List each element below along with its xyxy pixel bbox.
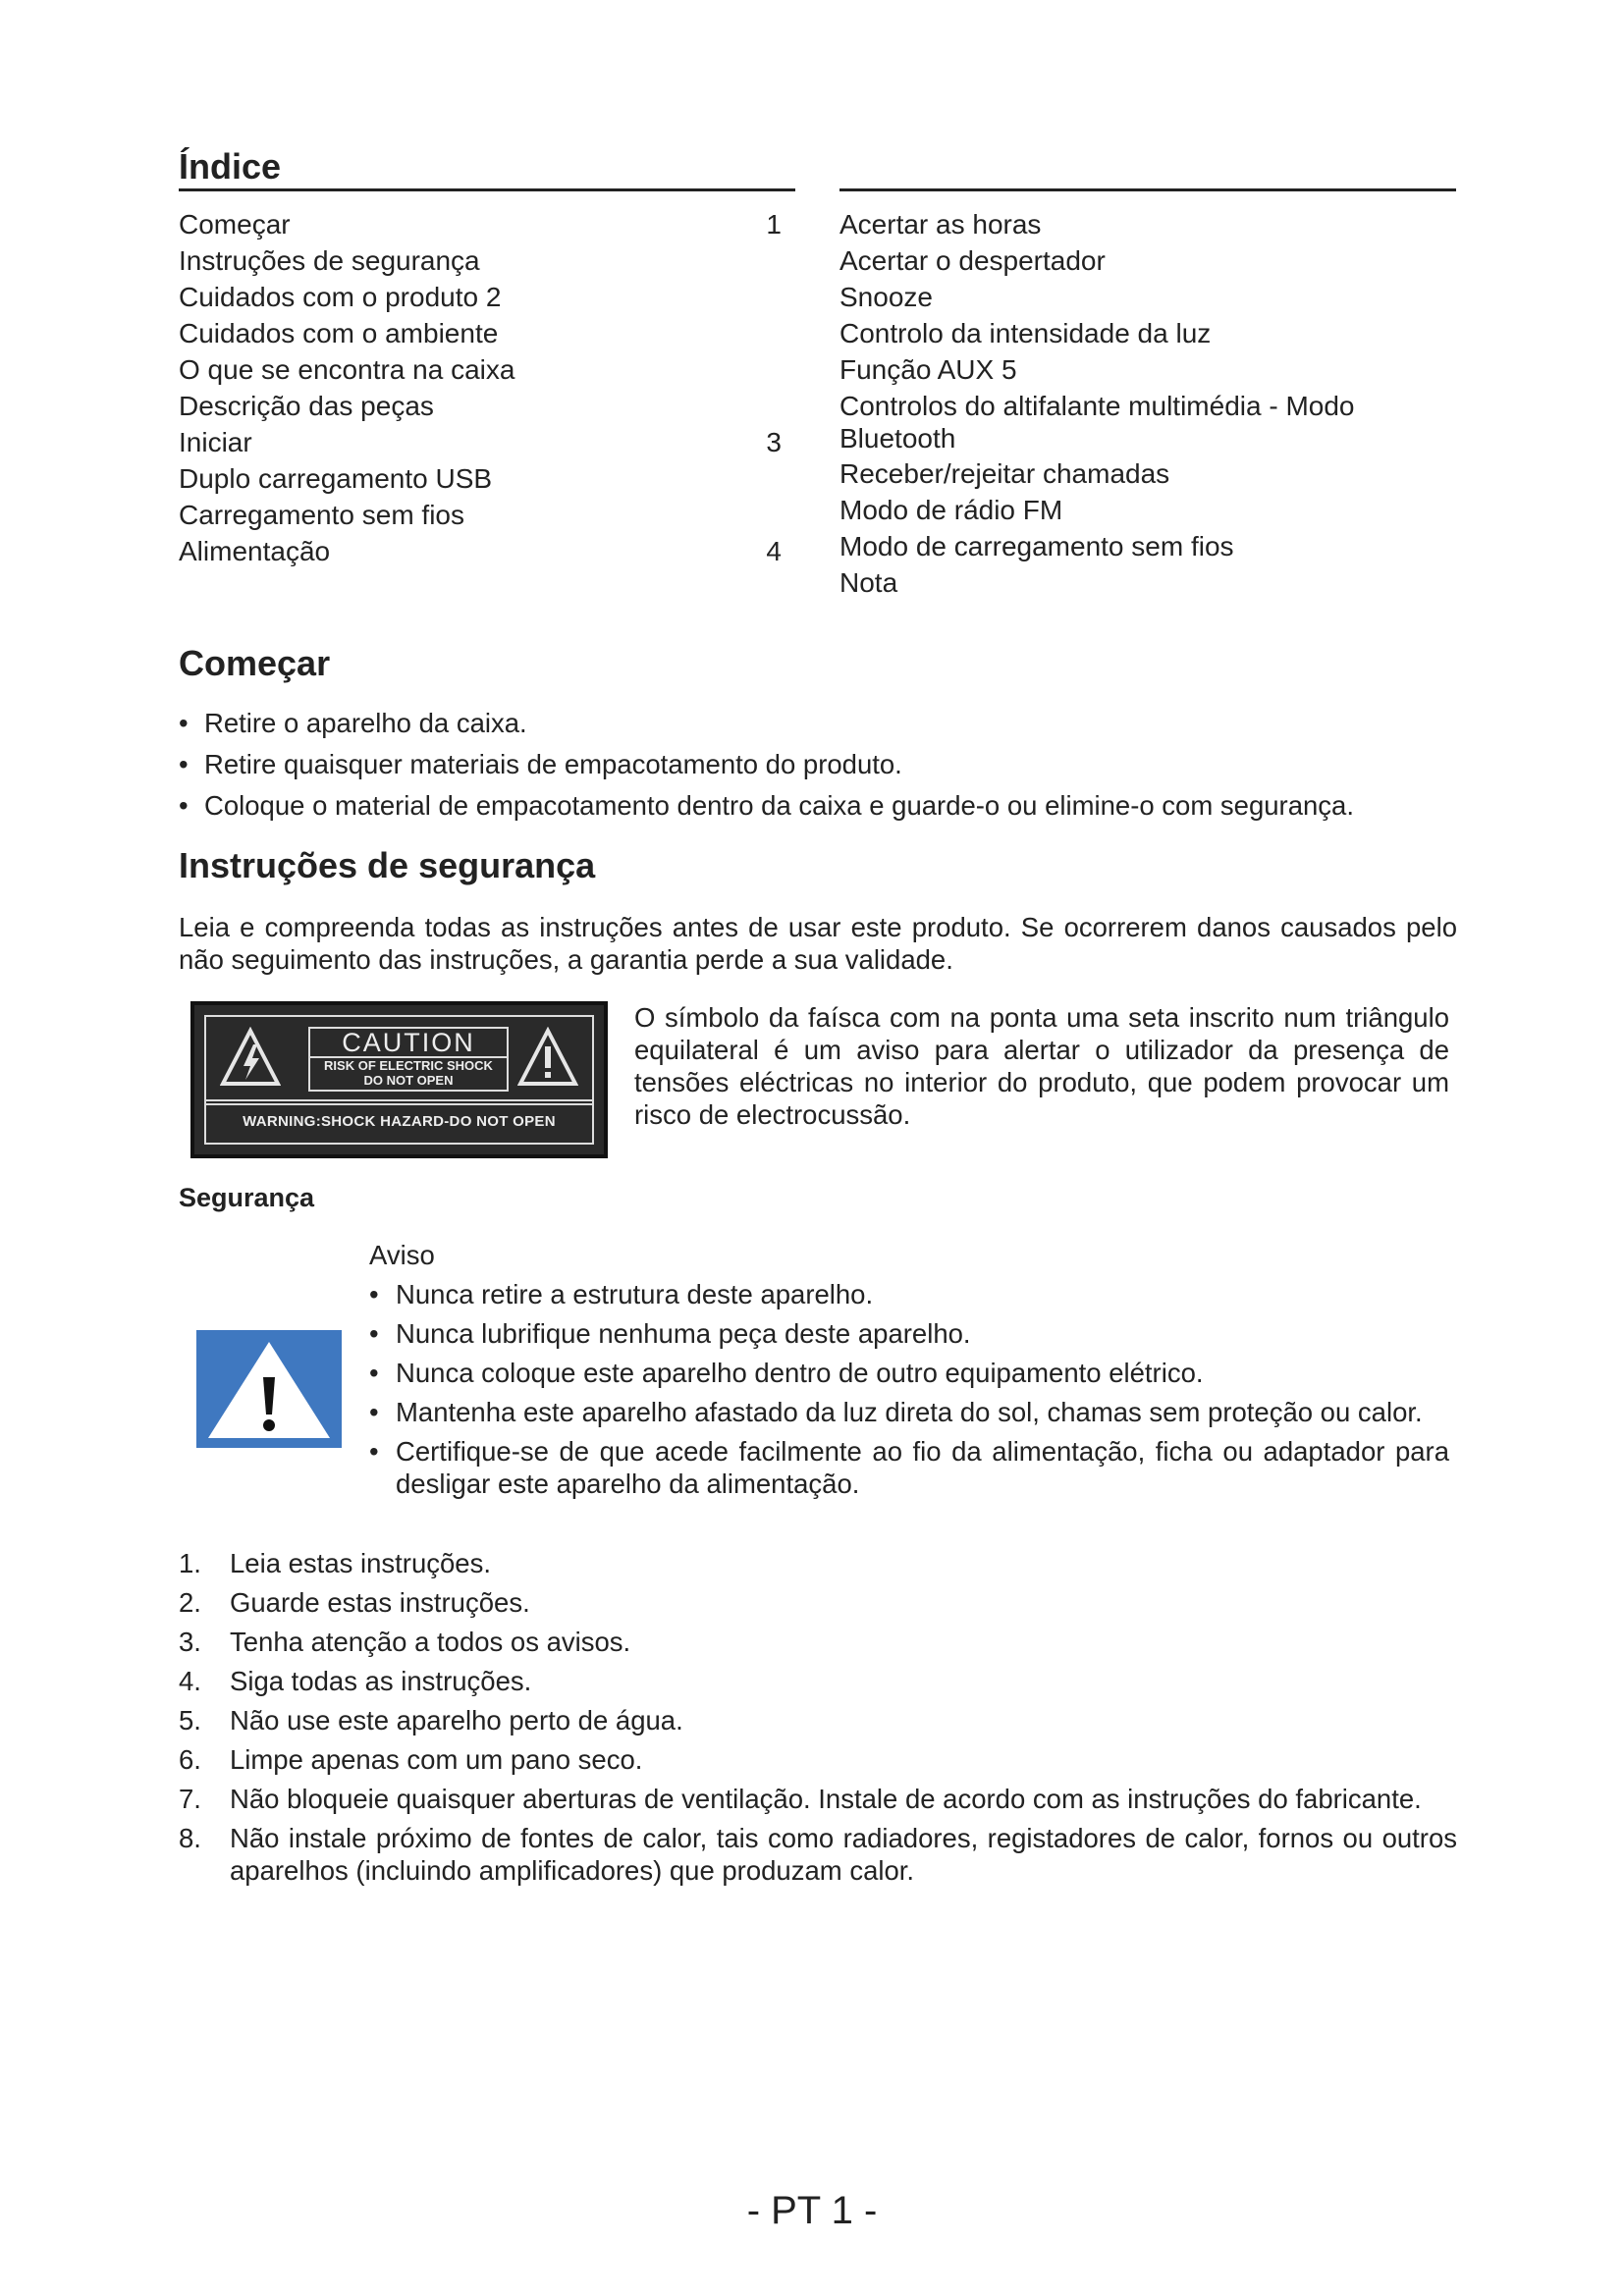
index-entry: Função AUX 5 [839, 354, 1017, 385]
caution-do-not-open-text: DO NOT OPEN [363, 1073, 454, 1088]
safety-heading: Instruções de segurança [179, 845, 596, 885]
list-item: 4. Siga todas as instruções. [179, 1666, 532, 1696]
caution-word: CAUTION [310, 1029, 507, 1058]
warning-list [369, 1278, 1449, 1507]
index-entry: Cuidados com o ambiente [179, 318, 499, 348]
index-entry: Controlos do altifalante multimédia - Modo Bluetooth [839, 391, 1355, 454]
caution-risk-text: RISK OF ELECTRIC SHOCK [324, 1058, 493, 1073]
list-item: • Nunca retire a estrutura deste aparelho. [369, 1278, 1449, 1310]
safety-subheading: Segurança [179, 1183, 315, 1212]
list-item: 7. Não bloqueie quaisquer aberturas de ventilação. Instale de acordo com as instruções do fabricante. [179, 1784, 1422, 1814]
list-item: 3. Tenha atenção a todos os avisos. [179, 1627, 631, 1657]
lightning-triangle-icon [220, 1027, 281, 1088]
index-header [179, 145, 795, 191]
index-entry: Modo de carregamento sem fios [839, 531, 1234, 561]
index-entry: Snooze [839, 282, 933, 312]
index-header-rule [839, 145, 1456, 191]
safety-intro: Leia e compreenda todas as instruções antes de usar este produto. Se ocorrerem danos causados pelo não seguimento das instruções, a garantia perde a sua validade. [179, 912, 1457, 975]
list-item: • Retire o aparelho da caixa. [179, 707, 1455, 739]
warning-sign-icon [196, 1330, 342, 1448]
index-title: Índice [179, 146, 282, 187]
index-entry: Carregamento sem fios [179, 500, 465, 530]
list-item: • Nunca lubrifique nenhuma peça deste aparelho. [369, 1317, 1449, 1350]
index-entry: Cuidados com o produto 2 [179, 282, 502, 312]
numbered-instructions [179, 1547, 1457, 1894]
list-item: • Nunca coloque este aparelho dentro de outro equipamento elétrico. [369, 1357, 1449, 1389]
list-item: 6. Limpe apenas com um pano seco. [179, 1744, 643, 1775]
list-item: • Retire quaisquer materiais de empacotamento do produto. [179, 748, 1455, 780]
warning-title: Aviso [369, 1240, 435, 1270]
caution-label [190, 1001, 608, 1158]
list-item: • Certifique-se de que acede facilmente ao fio da alimentação, ficha ou adaptador para desligar este aparelho da alimentação. [369, 1435, 1449, 1500]
index-entry: Nota [839, 567, 898, 598]
index-entry: Acertar o despertador [839, 245, 1106, 276]
list-item: 8. Não instale próximo de fontes de calor, tais como radiadores, registadores de calor, fornos ou outros aparelhos (incluindo amplificadores) que produzam calor. [179, 1823, 1457, 1886]
index-entry: Começar 1 [179, 209, 782, 240]
page-number: - PT 1 - [746, 2189, 878, 2232]
index-entry: Iniciar 3 [179, 427, 782, 457]
index-left-list [179, 208, 795, 567]
index-entry: Instruções de segurança [179, 245, 480, 276]
index-entry: O que se encontra na caixa [179, 354, 515, 385]
start-heading: Começar [179, 643, 331, 683]
list-item: 1. Leia estas instruções. [179, 1548, 491, 1578]
list-item: • Mantenha este aparelho afastado da luz direta do sol, chamas sem proteção ou calor. [369, 1396, 1449, 1428]
caution-box [308, 1027, 509, 1092]
index-entry: Acertar as horas [839, 209, 1042, 240]
exclamation-triangle-icon [517, 1027, 578, 1088]
index-entry: Descrição das peças [179, 391, 434, 421]
list-item: 5. Não use este aparelho perto de água. [179, 1705, 683, 1735]
start-bullet-list [179, 707, 1455, 830]
index-entry: Receber/rejeitar chamadas [839, 458, 1170, 489]
index-right-column [839, 145, 1456, 598]
index-entry: Modo de rádio FM [839, 495, 1063, 525]
index-left-column [179, 145, 795, 566]
list-item: 2. Guarde estas instruções. [179, 1587, 530, 1618]
symbol-description: O símbolo da faísca com na ponta uma seta inscrito num triângulo equilateral é um aviso para alertar o utilizador da presença de tensões eléctricas no interior do produto, que podem provocar um risco de electrocussão. [634, 1002, 1449, 1130]
index-entry: Controlo da intensidade da luz [839, 318, 1212, 348]
caution-warning-strip: WARNING:SHOCK HAZARD-DO NOT OPEN [204, 1099, 594, 1145]
caution-label-top [204, 1015, 594, 1105]
index-entry: Duplo carregamento USB [179, 463, 493, 494]
list-item: • Coloque o material de empacotamento dentro da caixa e guarde-o ou elimine-o com segurança. [179, 789, 1455, 822]
index-right-list [839, 208, 1456, 599]
index-entry: Alimentação 4 [179, 536, 782, 566]
